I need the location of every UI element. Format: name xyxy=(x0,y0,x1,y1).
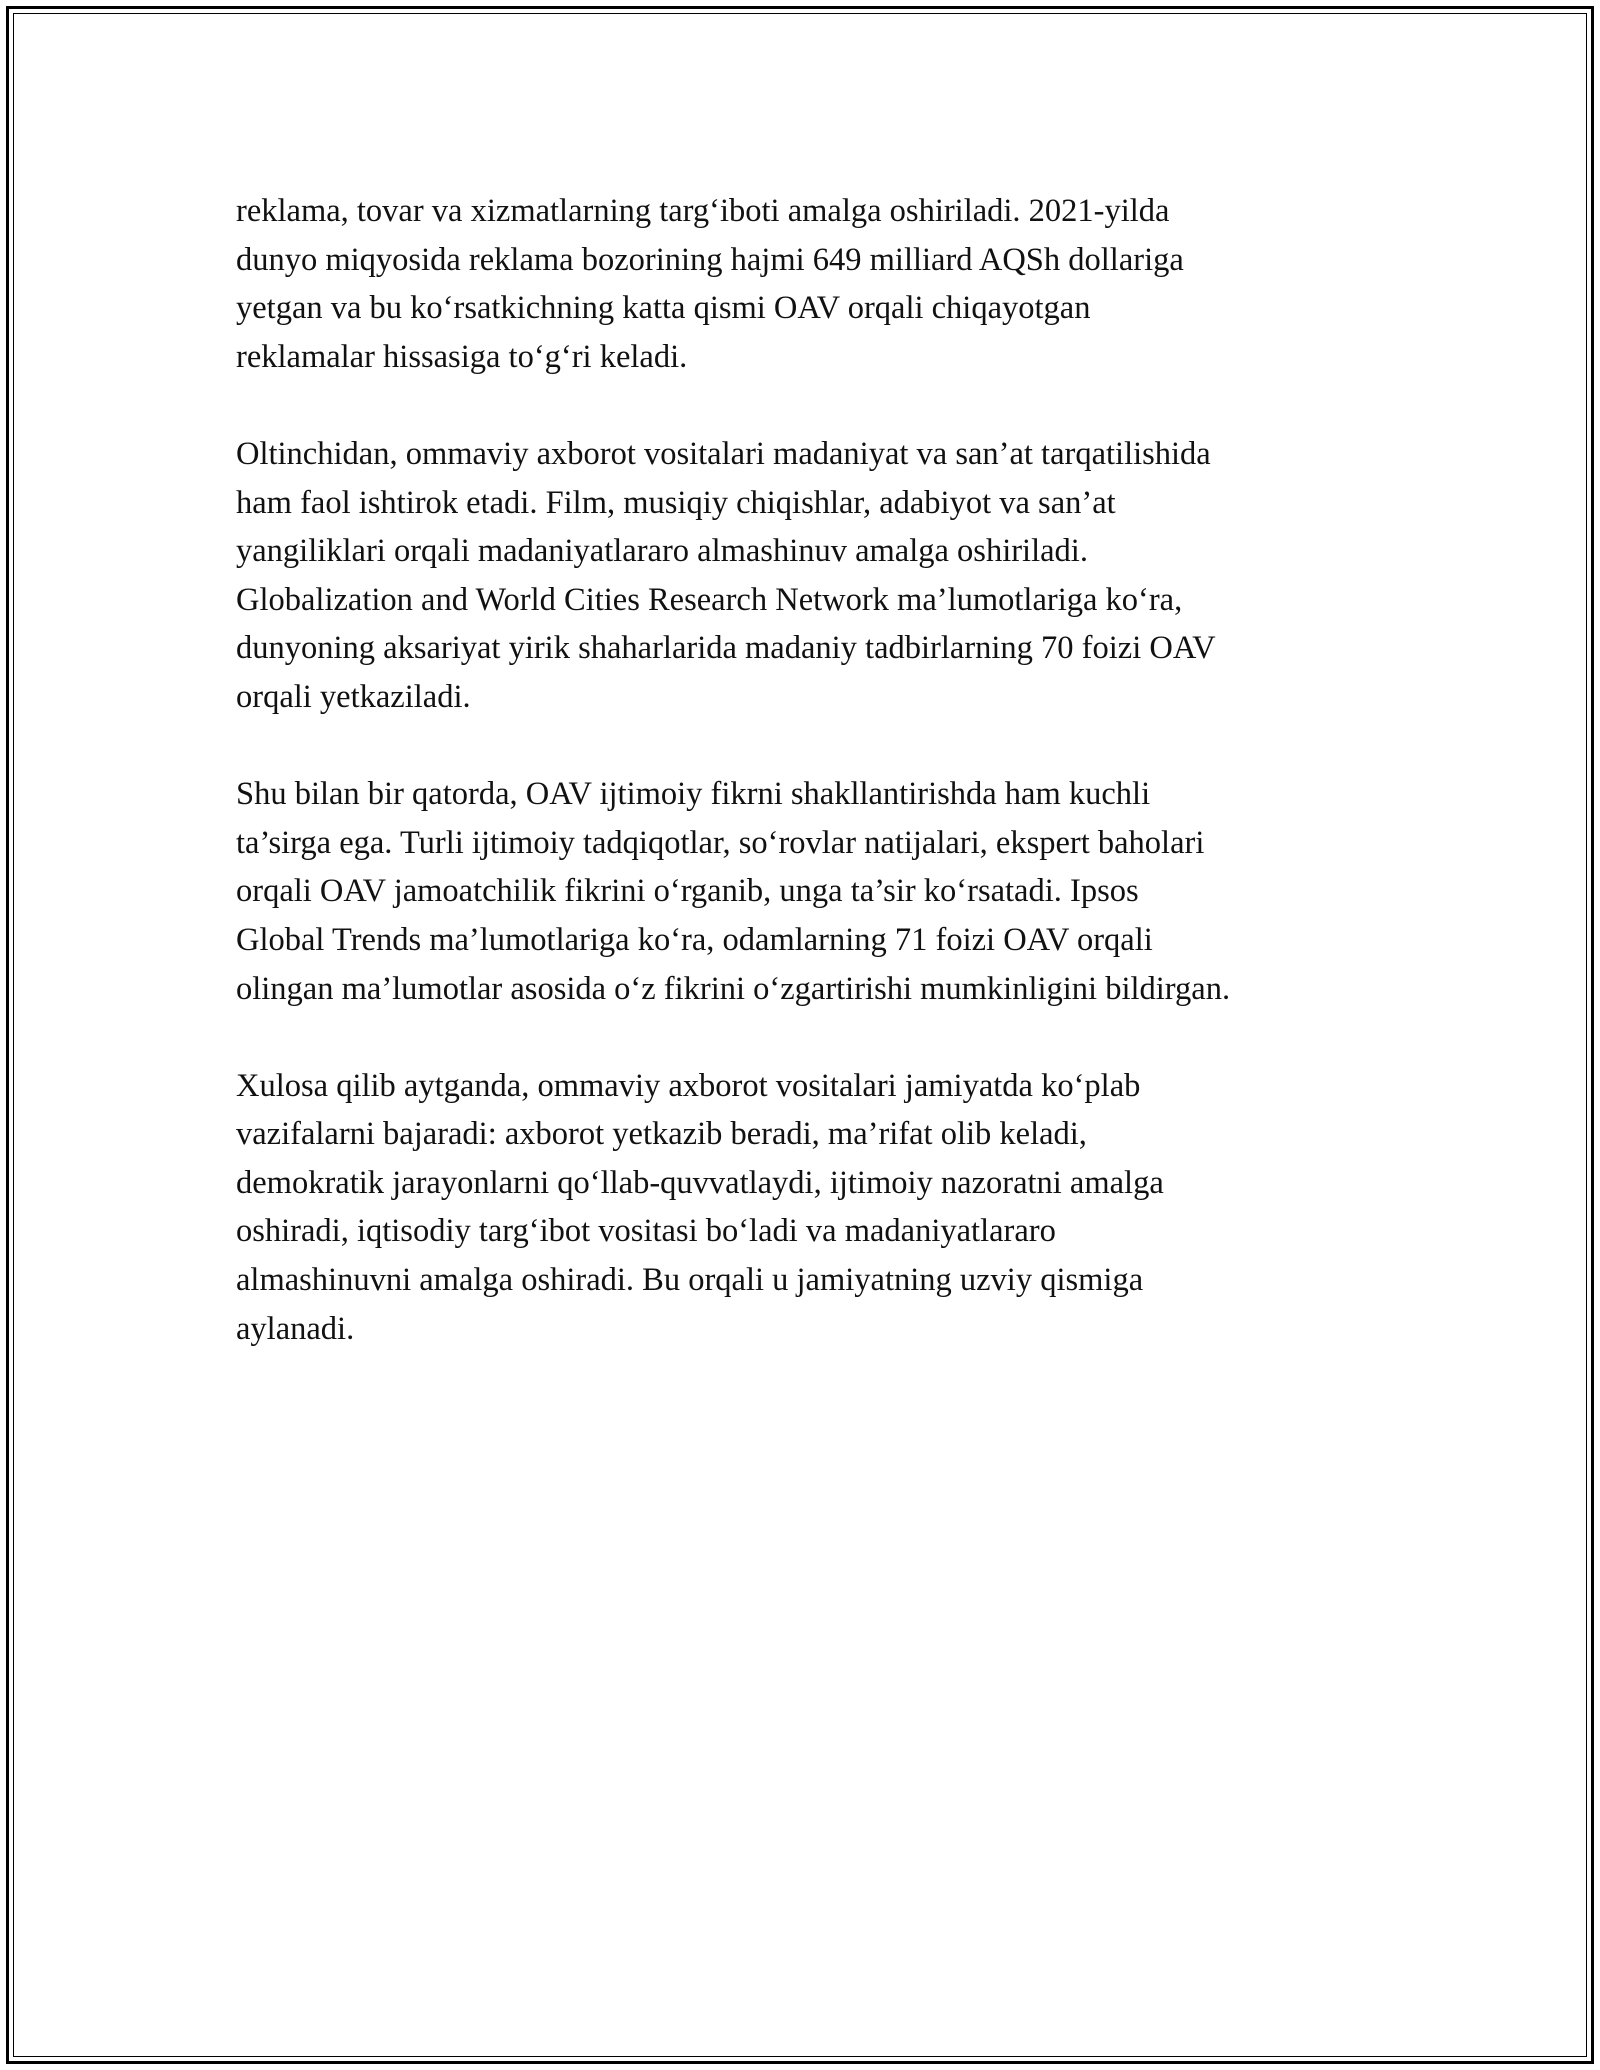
text-line: aylanadi. xyxy=(236,1310,355,1347)
text-line: Xulosa qilib aytganda, ommaviy axborot vositalari jamiyatda ko‘plab xyxy=(236,1067,1141,1104)
document-body xyxy=(236,187,1366,1402)
paragraph-culture xyxy=(236,430,1366,722)
text-line: dunyo miqyosida reklama bozorining hajmi 649 milliard AQSh dollariga xyxy=(236,241,1184,278)
paragraph-advertising xyxy=(236,187,1366,381)
text-line: ta’sirga ega. Turli ijtimoiy tadqiqotlar, so‘rovlar natijalari, ekspert baholari xyxy=(236,824,1205,861)
text-line: olingan ma’lumotlar asosida o‘z fikrini o‘zgartirishi mumkinligini bildirgan. xyxy=(236,970,1231,1007)
text-line: oshiradi, iqtisodiy targ‘ibot vositasi bo‘ladi va madaniyatlararo xyxy=(236,1213,1056,1250)
text-line: orqali OAV jamoatchilik fikrini o‘rganib, unga ta’sir ko‘rsatadi. Ipsos xyxy=(236,873,1139,910)
text-line: yetgan va bu ko‘rsatkichning katta qismi OAV orqali chiqayotgan xyxy=(236,290,1091,327)
text-line: demokratik jarayonlarni qo‘llab-quvvatlaydi, ijtimoiy nazoratni amalga xyxy=(236,1164,1164,1201)
text-line: yangiliklari orqali madaniyatlararo almashinuv amalga oshiriladi. xyxy=(236,533,1088,570)
text-line: Globalization and World Cities Research Network ma’lumotlariga ko‘ra, xyxy=(236,581,1183,618)
text-line: Oltinchidan, ommaviy axborot vositalari madaniyat va san’at tarqatilishida xyxy=(236,435,1211,472)
text-line: Global Trends ma’lumotlariga ko‘ra, odamlarning 71 foizi OAV orqali xyxy=(236,921,1153,958)
text-line: orqali yetkaziladi. xyxy=(236,678,471,715)
text-line: dunyoning aksariyat yirik shaharlarida madaniy tadbirlarning 70 foizi OAV xyxy=(236,630,1216,667)
paragraph-public-opinion xyxy=(236,770,1366,1013)
text-line: almashinuvni amalga oshiradi. Bu orqali u jamiyatning uzviy qismiga xyxy=(236,1262,1144,1299)
text-line: vazifalarni bajaradi: axborot yetkazib beradi, ma’rifat olib keladi, xyxy=(236,1116,1087,1153)
text-line: Shu bilan bir qatorda, OAV ijtimoiy fikrni shakllantirishda ham kuchli xyxy=(236,776,1151,813)
text-line: reklama, tovar va xizmatlarning targ‘iboti amalga oshiriladi. 2021-yilda xyxy=(236,193,1170,229)
paragraph-conclusion xyxy=(236,1062,1366,1354)
text-line: ham faol ishtirok etadi. Film, musiqiy chiqishlar, adabiyot va san’at xyxy=(236,484,1116,521)
text-line: reklamalar hissasiga to‘g‘ri keladi. xyxy=(236,338,688,375)
